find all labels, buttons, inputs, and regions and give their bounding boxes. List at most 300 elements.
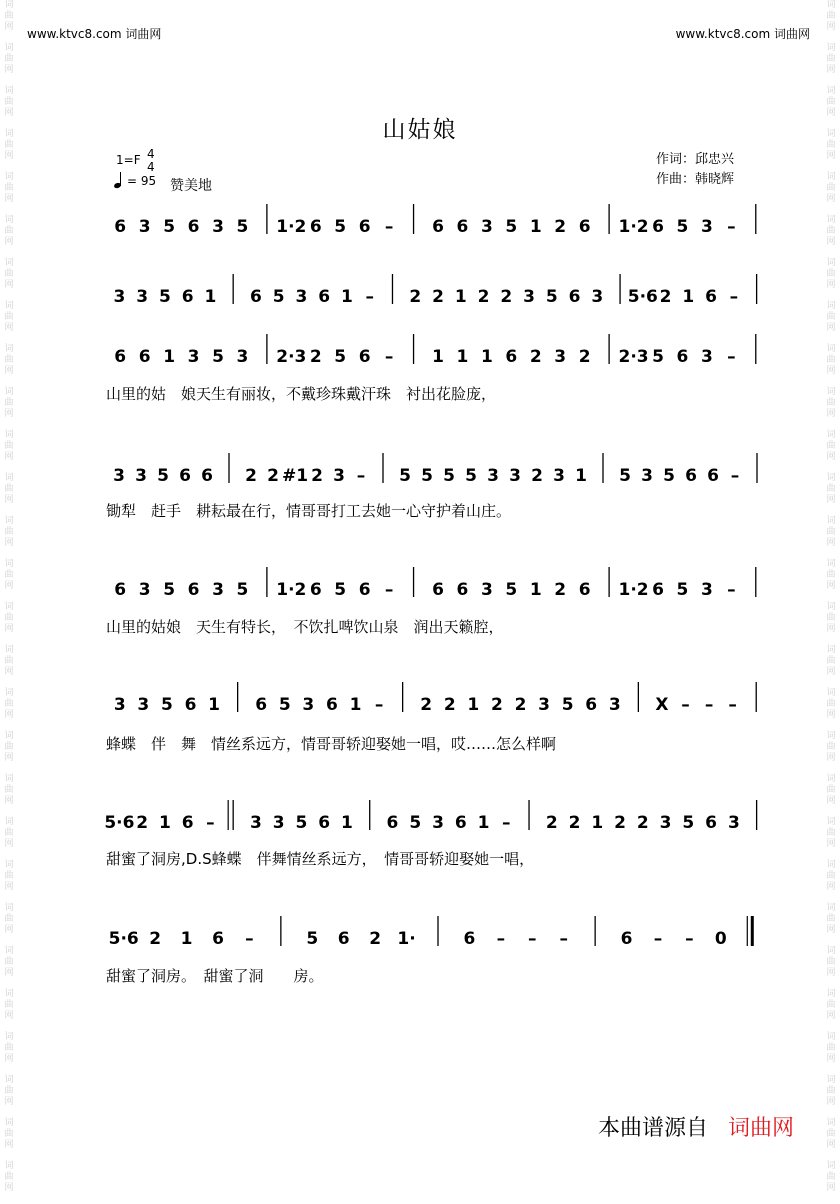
note: 5 bbox=[163, 580, 176, 600]
watermark-char: 网 bbox=[826, 1183, 836, 1193]
watermark-char: 网 bbox=[4, 323, 14, 333]
note: 6 bbox=[114, 347, 127, 367]
note: 5 bbox=[465, 466, 477, 486]
watermark-char: 词 bbox=[4, 1032, 14, 1042]
watermark-char: 网 bbox=[826, 753, 836, 763]
note: 2 bbox=[136, 813, 149, 833]
watermark-char: 网 bbox=[826, 796, 836, 806]
watermark-char: 词 bbox=[4, 774, 14, 784]
dash-extension: – bbox=[727, 580, 736, 600]
watermark-char: 词 bbox=[4, 731, 14, 741]
watermark-char: 词 bbox=[4, 1075, 14, 1085]
watermark-char: 网 bbox=[4, 753, 14, 763]
note: 6 bbox=[432, 580, 444, 600]
watermark-char: 词 bbox=[4, 172, 14, 182]
note: 3 bbox=[136, 287, 149, 307]
watermark-char: 网 bbox=[4, 581, 14, 591]
note: 1 bbox=[341, 813, 353, 833]
watermark-char: 网 bbox=[826, 1011, 836, 1021]
note: 3 bbox=[538, 695, 550, 715]
note: 1·2 bbox=[276, 580, 307, 600]
note: 3 bbox=[700, 580, 713, 600]
dash-extension: – bbox=[528, 929, 537, 949]
watermark-char: 词 bbox=[826, 731, 836, 741]
watermark-char: 词 bbox=[4, 0, 14, 10]
note: 5 bbox=[158, 287, 171, 307]
note: 3 bbox=[138, 217, 151, 237]
watermark-char: 网 bbox=[826, 839, 836, 849]
watermark-char: 曲 bbox=[4, 183, 14, 193]
watermark-char: 曲 bbox=[826, 828, 836, 838]
watermark-char: 网 bbox=[4, 22, 14, 32]
watermark-char: 网 bbox=[4, 538, 14, 548]
watermark-char: 曲 bbox=[4, 312, 14, 322]
watermark-char: 词 bbox=[826, 86, 836, 96]
note: 2 bbox=[636, 813, 649, 833]
note: 6 bbox=[705, 813, 718, 833]
note: 1·2 bbox=[618, 580, 649, 600]
dash-extension: – bbox=[729, 287, 739, 307]
watermark-char: 网 bbox=[826, 581, 836, 591]
note: 3 bbox=[700, 217, 713, 237]
note: 5 bbox=[421, 466, 433, 486]
note: 2 bbox=[545, 813, 558, 833]
watermark-char: 词 bbox=[826, 860, 836, 870]
site-header-left: www.ktvc8.com 词曲网 bbox=[27, 27, 162, 41]
watermark-char: 曲 bbox=[826, 613, 836, 623]
note: 3 bbox=[212, 580, 224, 600]
watermark-char: 网 bbox=[4, 495, 14, 505]
lyric-line: 山里的姑娘 天生有特长， 不饮扎啤饮山泉 润出天籁腔， bbox=[106, 618, 504, 636]
lyric-line: 蜂蝶 伴 舞 情丝系远方，情哥哥轿迎娶她一唱，哎……怎么样啊 bbox=[106, 735, 557, 753]
note: 6 bbox=[705, 287, 718, 307]
watermark-char: 词 bbox=[4, 473, 14, 483]
watermark-char: 曲 bbox=[826, 656, 836, 666]
watermark-char: 网 bbox=[826, 237, 836, 247]
watermark-char: 词 bbox=[4, 559, 14, 569]
dash-extension: – bbox=[384, 217, 394, 237]
note: 6 bbox=[568, 287, 581, 307]
dash-extension: – bbox=[727, 217, 736, 237]
watermark-char: 词 bbox=[4, 989, 14, 999]
watermark-char: 网 bbox=[4, 1140, 14, 1150]
note: 6 bbox=[326, 695, 338, 715]
note: 6 bbox=[309, 217, 322, 237]
watermark-char: 网 bbox=[826, 968, 836, 978]
watermark-char: 词 bbox=[826, 43, 836, 53]
watermark-char: 词 bbox=[826, 774, 836, 784]
watermark-char: 曲 bbox=[826, 1000, 836, 1010]
watermark-char: 词 bbox=[4, 1118, 14, 1128]
watermark-char: 词 bbox=[826, 645, 836, 655]
note: 1 bbox=[529, 580, 542, 600]
tempo-value: = 95 bbox=[127, 174, 157, 188]
watermark-char: 网 bbox=[826, 1054, 836, 1064]
watermark-char: 曲 bbox=[826, 97, 836, 107]
dash-extension: – bbox=[685, 929, 694, 949]
note: 5 bbox=[619, 466, 631, 486]
watermark-char: 网 bbox=[4, 796, 14, 806]
note: 5·6 bbox=[104, 813, 135, 833]
note: 5 bbox=[652, 347, 664, 367]
note: 6 bbox=[181, 287, 194, 307]
note: 1 bbox=[208, 695, 220, 715]
watermark-char: 曲 bbox=[826, 1043, 836, 1053]
note: 2 bbox=[311, 466, 323, 486]
footer bbox=[598, 1111, 794, 1142]
note: 3 bbox=[113, 695, 126, 715]
watermark-char: 曲 bbox=[4, 656, 14, 666]
watermark-char: 网 bbox=[826, 710, 836, 720]
lyric-line: 山里的姑 娘天生有丽妆，不戴珍珠戴汗珠 衬出花脸庞， bbox=[106, 385, 497, 403]
watermark-char: 曲 bbox=[4, 570, 14, 580]
note: 5 bbox=[663, 466, 675, 486]
watermark-char: 曲 bbox=[4, 1086, 14, 1096]
note: 6 bbox=[212, 929, 224, 949]
watermark-char: 词 bbox=[4, 860, 14, 870]
quarter-note-icon bbox=[114, 172, 124, 190]
note: 2 bbox=[531, 466, 543, 486]
watermark-char: 网 bbox=[4, 409, 14, 419]
note: 3 bbox=[187, 347, 200, 367]
time-signature-top: 4 bbox=[147, 147, 155, 161]
note: 3 bbox=[554, 347, 567, 367]
note: 2 bbox=[659, 287, 672, 307]
watermark-char: 网 bbox=[826, 151, 836, 161]
watermark-char: 网 bbox=[4, 1011, 14, 1021]
watermark-char: 曲 bbox=[826, 269, 836, 279]
lyric-line: 甜蜜了洞房,D.S蜂蝶 伴舞情丝系远方， 情哥哥轿迎娶她一唱， bbox=[106, 850, 535, 868]
note: 6 bbox=[114, 217, 127, 237]
note: 2 bbox=[568, 813, 581, 833]
note: 1 bbox=[591, 813, 604, 833]
watermark-char: 网 bbox=[4, 882, 14, 892]
note: 0 bbox=[714, 929, 727, 949]
watermark-char: 词 bbox=[826, 172, 836, 182]
note: 1 bbox=[432, 347, 444, 367]
note: 6 bbox=[201, 466, 213, 486]
note: 2 bbox=[245, 466, 257, 486]
note: 5 bbox=[272, 287, 285, 307]
watermark-char: 曲 bbox=[826, 570, 836, 580]
note: 6 bbox=[255, 695, 268, 715]
dash-extension: – bbox=[727, 347, 736, 367]
watermark-char: 词 bbox=[4, 129, 14, 139]
notation-line bbox=[108, 575, 768, 609]
note: 6 bbox=[250, 287, 262, 307]
note: 3 bbox=[700, 347, 713, 367]
watermark-char: 曲 bbox=[826, 398, 836, 408]
note: 1· bbox=[397, 929, 416, 949]
note: 5 bbox=[306, 929, 319, 949]
note: 3 bbox=[212, 217, 224, 237]
watermark-char: 曲 bbox=[4, 1043, 14, 1053]
note: 3 bbox=[137, 695, 150, 715]
brand-link[interactable]: 词曲网 bbox=[727, 1116, 794, 1141]
note: 5 bbox=[505, 580, 518, 600]
watermark-char: 词 bbox=[4, 86, 14, 96]
note: 6 bbox=[505, 347, 518, 367]
dash-extension: – bbox=[496, 929, 506, 949]
note: 5 bbox=[682, 813, 695, 833]
note: 6 bbox=[456, 580, 469, 600]
watermark-char: 曲 bbox=[826, 183, 836, 193]
watermark-char: 网 bbox=[826, 495, 836, 505]
watermark-char: 网 bbox=[826, 538, 836, 548]
watermark-char: 曲 bbox=[4, 54, 14, 64]
note: 3 bbox=[553, 466, 565, 486]
note: 5 bbox=[399, 466, 411, 486]
watermark-char: 曲 bbox=[4, 398, 14, 408]
watermark-char: 词 bbox=[826, 559, 836, 569]
note: 1 bbox=[454, 287, 467, 307]
watermark-char: 词 bbox=[826, 989, 836, 999]
watermark-char: 曲 bbox=[826, 1129, 836, 1139]
note: 1 bbox=[180, 929, 193, 949]
watermark-char: 词 bbox=[4, 43, 14, 53]
watermark-char: 词 bbox=[4, 258, 14, 268]
watermark-char: 网 bbox=[826, 882, 836, 892]
note: 3 bbox=[608, 695, 621, 715]
watermark-char: 词 bbox=[826, 344, 836, 354]
watermark-char: 词 bbox=[4, 688, 14, 698]
note: 1 bbox=[682, 287, 695, 307]
note: 2 bbox=[443, 695, 456, 715]
watermark-char: 曲 bbox=[4, 441, 14, 451]
key-signature: 1=F bbox=[116, 153, 141, 167]
watermark-char: 曲 bbox=[826, 1086, 836, 1096]
watermark-char: 曲 bbox=[826, 914, 836, 924]
dash-extension: – bbox=[653, 929, 663, 949]
watermark-char: 网 bbox=[826, 366, 836, 376]
watermark-char: 词 bbox=[4, 301, 14, 311]
note: 3 bbox=[509, 466, 521, 486]
watermark-char: 词 bbox=[826, 258, 836, 268]
watermark-char: 词 bbox=[4, 1161, 14, 1171]
watermark-char: 网 bbox=[4, 968, 14, 978]
watermark-char: 网 bbox=[4, 151, 14, 161]
note: 6 bbox=[179, 466, 191, 486]
watermark-char: 网 bbox=[826, 65, 836, 75]
note: 6 bbox=[318, 287, 331, 307]
composer: 作曲：韩晓辉 bbox=[656, 172, 735, 187]
watermark-char: 曲 bbox=[4, 1000, 14, 1010]
note: 5 bbox=[212, 347, 224, 367]
note: 1 bbox=[341, 287, 353, 307]
note: 3 bbox=[591, 287, 604, 307]
watermark-char: 曲 bbox=[4, 828, 14, 838]
watermark-char: 网 bbox=[4, 237, 14, 247]
credits bbox=[656, 150, 734, 190]
note: 1 bbox=[467, 695, 480, 715]
note: 2 bbox=[309, 347, 322, 367]
note: 6 bbox=[358, 347, 371, 367]
note: 1 bbox=[204, 287, 217, 307]
watermark-char: 曲 bbox=[4, 699, 14, 709]
watermark-char: 词 bbox=[826, 903, 836, 913]
note: 5 bbox=[676, 580, 689, 600]
note: 3 bbox=[641, 466, 653, 486]
staff-row bbox=[108, 690, 768, 724]
note: 3 bbox=[236, 347, 249, 367]
note: 1 bbox=[477, 813, 490, 833]
note: 5 bbox=[236, 217, 249, 237]
watermark-char: 曲 bbox=[4, 269, 14, 279]
watermark-char: 网 bbox=[826, 1097, 836, 1107]
note: 1 bbox=[456, 347, 469, 367]
tempo-marking bbox=[114, 172, 156, 190]
right-watermark-strip bbox=[824, 0, 838, 1193]
note: 6 bbox=[358, 217, 371, 237]
watermark-char: 网 bbox=[826, 323, 836, 333]
staff-row bbox=[108, 575, 768, 609]
dash-extension: – bbox=[356, 466, 366, 486]
note: 6 bbox=[358, 580, 371, 600]
note: 5 bbox=[236, 580, 249, 600]
staff-row bbox=[108, 212, 768, 246]
watermark-char: 词 bbox=[826, 688, 836, 698]
note: 6 bbox=[463, 929, 476, 949]
watermark-char: 曲 bbox=[4, 613, 14, 623]
note: 2 bbox=[554, 217, 567, 237]
note: 3 bbox=[272, 813, 285, 833]
note: 6 bbox=[184, 695, 197, 715]
note: 6 bbox=[585, 695, 598, 715]
note: 6 bbox=[578, 580, 591, 600]
note: 3 bbox=[113, 466, 125, 486]
watermark-char: 曲 bbox=[826, 312, 836, 322]
watermark-char: 网 bbox=[826, 194, 836, 204]
note: 6 bbox=[114, 580, 127, 600]
dash-extension: – bbox=[728, 695, 737, 715]
watermark-char: 曲 bbox=[826, 226, 836, 236]
lyricist: 作词：邱忠兴 bbox=[656, 152, 735, 167]
watermark-char: 曲 bbox=[826, 484, 836, 494]
note: 6 bbox=[620, 929, 633, 949]
watermark-char: 词 bbox=[4, 430, 14, 440]
note: 6 bbox=[386, 813, 399, 833]
note: 6 bbox=[187, 217, 200, 237]
watermark-char: 词 bbox=[826, 1075, 836, 1085]
note: 3 bbox=[659, 813, 672, 833]
watermark-char: 网 bbox=[826, 22, 836, 32]
note: 5 bbox=[334, 347, 347, 367]
watermark-char: 网 bbox=[4, 280, 14, 290]
watermark-char: 词 bbox=[826, 430, 836, 440]
watermark-char: 曲 bbox=[4, 785, 14, 795]
note: 6 bbox=[652, 580, 664, 600]
note: 5 bbox=[561, 695, 574, 715]
note: 3 bbox=[302, 695, 315, 715]
note: 5 bbox=[163, 217, 176, 237]
watermark-char: 曲 bbox=[826, 1172, 836, 1182]
watermark-char: 词 bbox=[826, 215, 836, 225]
note: 2 bbox=[500, 287, 513, 307]
watermark-char: 曲 bbox=[4, 11, 14, 21]
notation-line bbox=[108, 690, 768, 724]
watermark-char: 词 bbox=[826, 1161, 836, 1171]
note: 2 bbox=[369, 929, 382, 949]
note: 6 bbox=[337, 929, 350, 949]
notation-line bbox=[108, 924, 768, 958]
notation-line bbox=[108, 461, 768, 495]
note: 5 bbox=[443, 466, 455, 486]
watermark-char: 曲 bbox=[4, 1172, 14, 1182]
watermark-char: 词 bbox=[4, 645, 14, 655]
staff-row bbox=[108, 342, 768, 376]
watermark-char: 词 bbox=[826, 1032, 836, 1042]
note: 5 bbox=[161, 695, 173, 715]
note: 3 bbox=[523, 287, 535, 307]
watermark-char: 词 bbox=[4, 903, 14, 913]
notation-line bbox=[108, 282, 768, 316]
note: 6 bbox=[309, 580, 322, 600]
watermark-char: 曲 bbox=[826, 742, 836, 752]
watermark-char: 词 bbox=[4, 602, 14, 612]
note: 6 bbox=[707, 466, 719, 486]
dash-extension: – bbox=[245, 929, 254, 949]
note: 3 bbox=[138, 580, 151, 600]
note: 5 bbox=[157, 466, 169, 486]
note: 6 bbox=[578, 217, 591, 237]
watermark-char: 词 bbox=[4, 516, 14, 526]
watermark-char: 曲 bbox=[826, 699, 836, 709]
dash-extension: – bbox=[384, 347, 394, 367]
source-label: 本曲谱源自 bbox=[597, 1116, 708, 1141]
watermark-char: 网 bbox=[4, 839, 14, 849]
site-header-right: www.ktvc8.com 词曲网 bbox=[675, 27, 810, 41]
watermark-char: 网 bbox=[826, 108, 836, 118]
dash-extension: – bbox=[502, 813, 511, 833]
note: 5 bbox=[334, 580, 347, 600]
watermark-char: 曲 bbox=[826, 11, 836, 21]
note: 1·2 bbox=[618, 217, 649, 237]
note: 2·3 bbox=[618, 347, 649, 367]
dash-extension: – bbox=[384, 580, 394, 600]
note: 2 bbox=[554, 580, 567, 600]
watermark-char: 词 bbox=[4, 946, 14, 956]
watermark-char: 曲 bbox=[826, 527, 836, 537]
watermark-char: 词 bbox=[826, 516, 836, 526]
dash-extension: – bbox=[365, 287, 374, 307]
watermark-char: 词 bbox=[826, 602, 836, 612]
dash-extension: – bbox=[559, 929, 568, 949]
note: 1 bbox=[163, 347, 176, 367]
watermark-char: 网 bbox=[826, 1140, 836, 1150]
watermark-char: 网 bbox=[826, 280, 836, 290]
note: 6 bbox=[652, 217, 664, 237]
watermark-char: 网 bbox=[4, 925, 14, 935]
watermark-char: 网 bbox=[826, 624, 836, 634]
watermark-char: 网 bbox=[4, 366, 14, 376]
watermark-char: 曲 bbox=[4, 957, 14, 967]
note: 2 bbox=[614, 813, 626, 833]
notation-line bbox=[104, 808, 768, 842]
watermark-char: 网 bbox=[4, 65, 14, 75]
watermark-char: 词 bbox=[826, 129, 836, 139]
watermark-char: 曲 bbox=[4, 226, 14, 236]
note: 1 bbox=[575, 466, 587, 486]
note: 5 bbox=[295, 813, 308, 833]
watermark-char: 曲 bbox=[4, 527, 14, 537]
watermark-char: 曲 bbox=[4, 742, 14, 752]
watermark-char: 曲 bbox=[826, 957, 836, 967]
note: 1 bbox=[529, 217, 542, 237]
note: 3 bbox=[727, 813, 740, 833]
note: 6 bbox=[456, 217, 469, 237]
note: 3 bbox=[480, 580, 493, 600]
note: 1·2 bbox=[276, 217, 307, 237]
